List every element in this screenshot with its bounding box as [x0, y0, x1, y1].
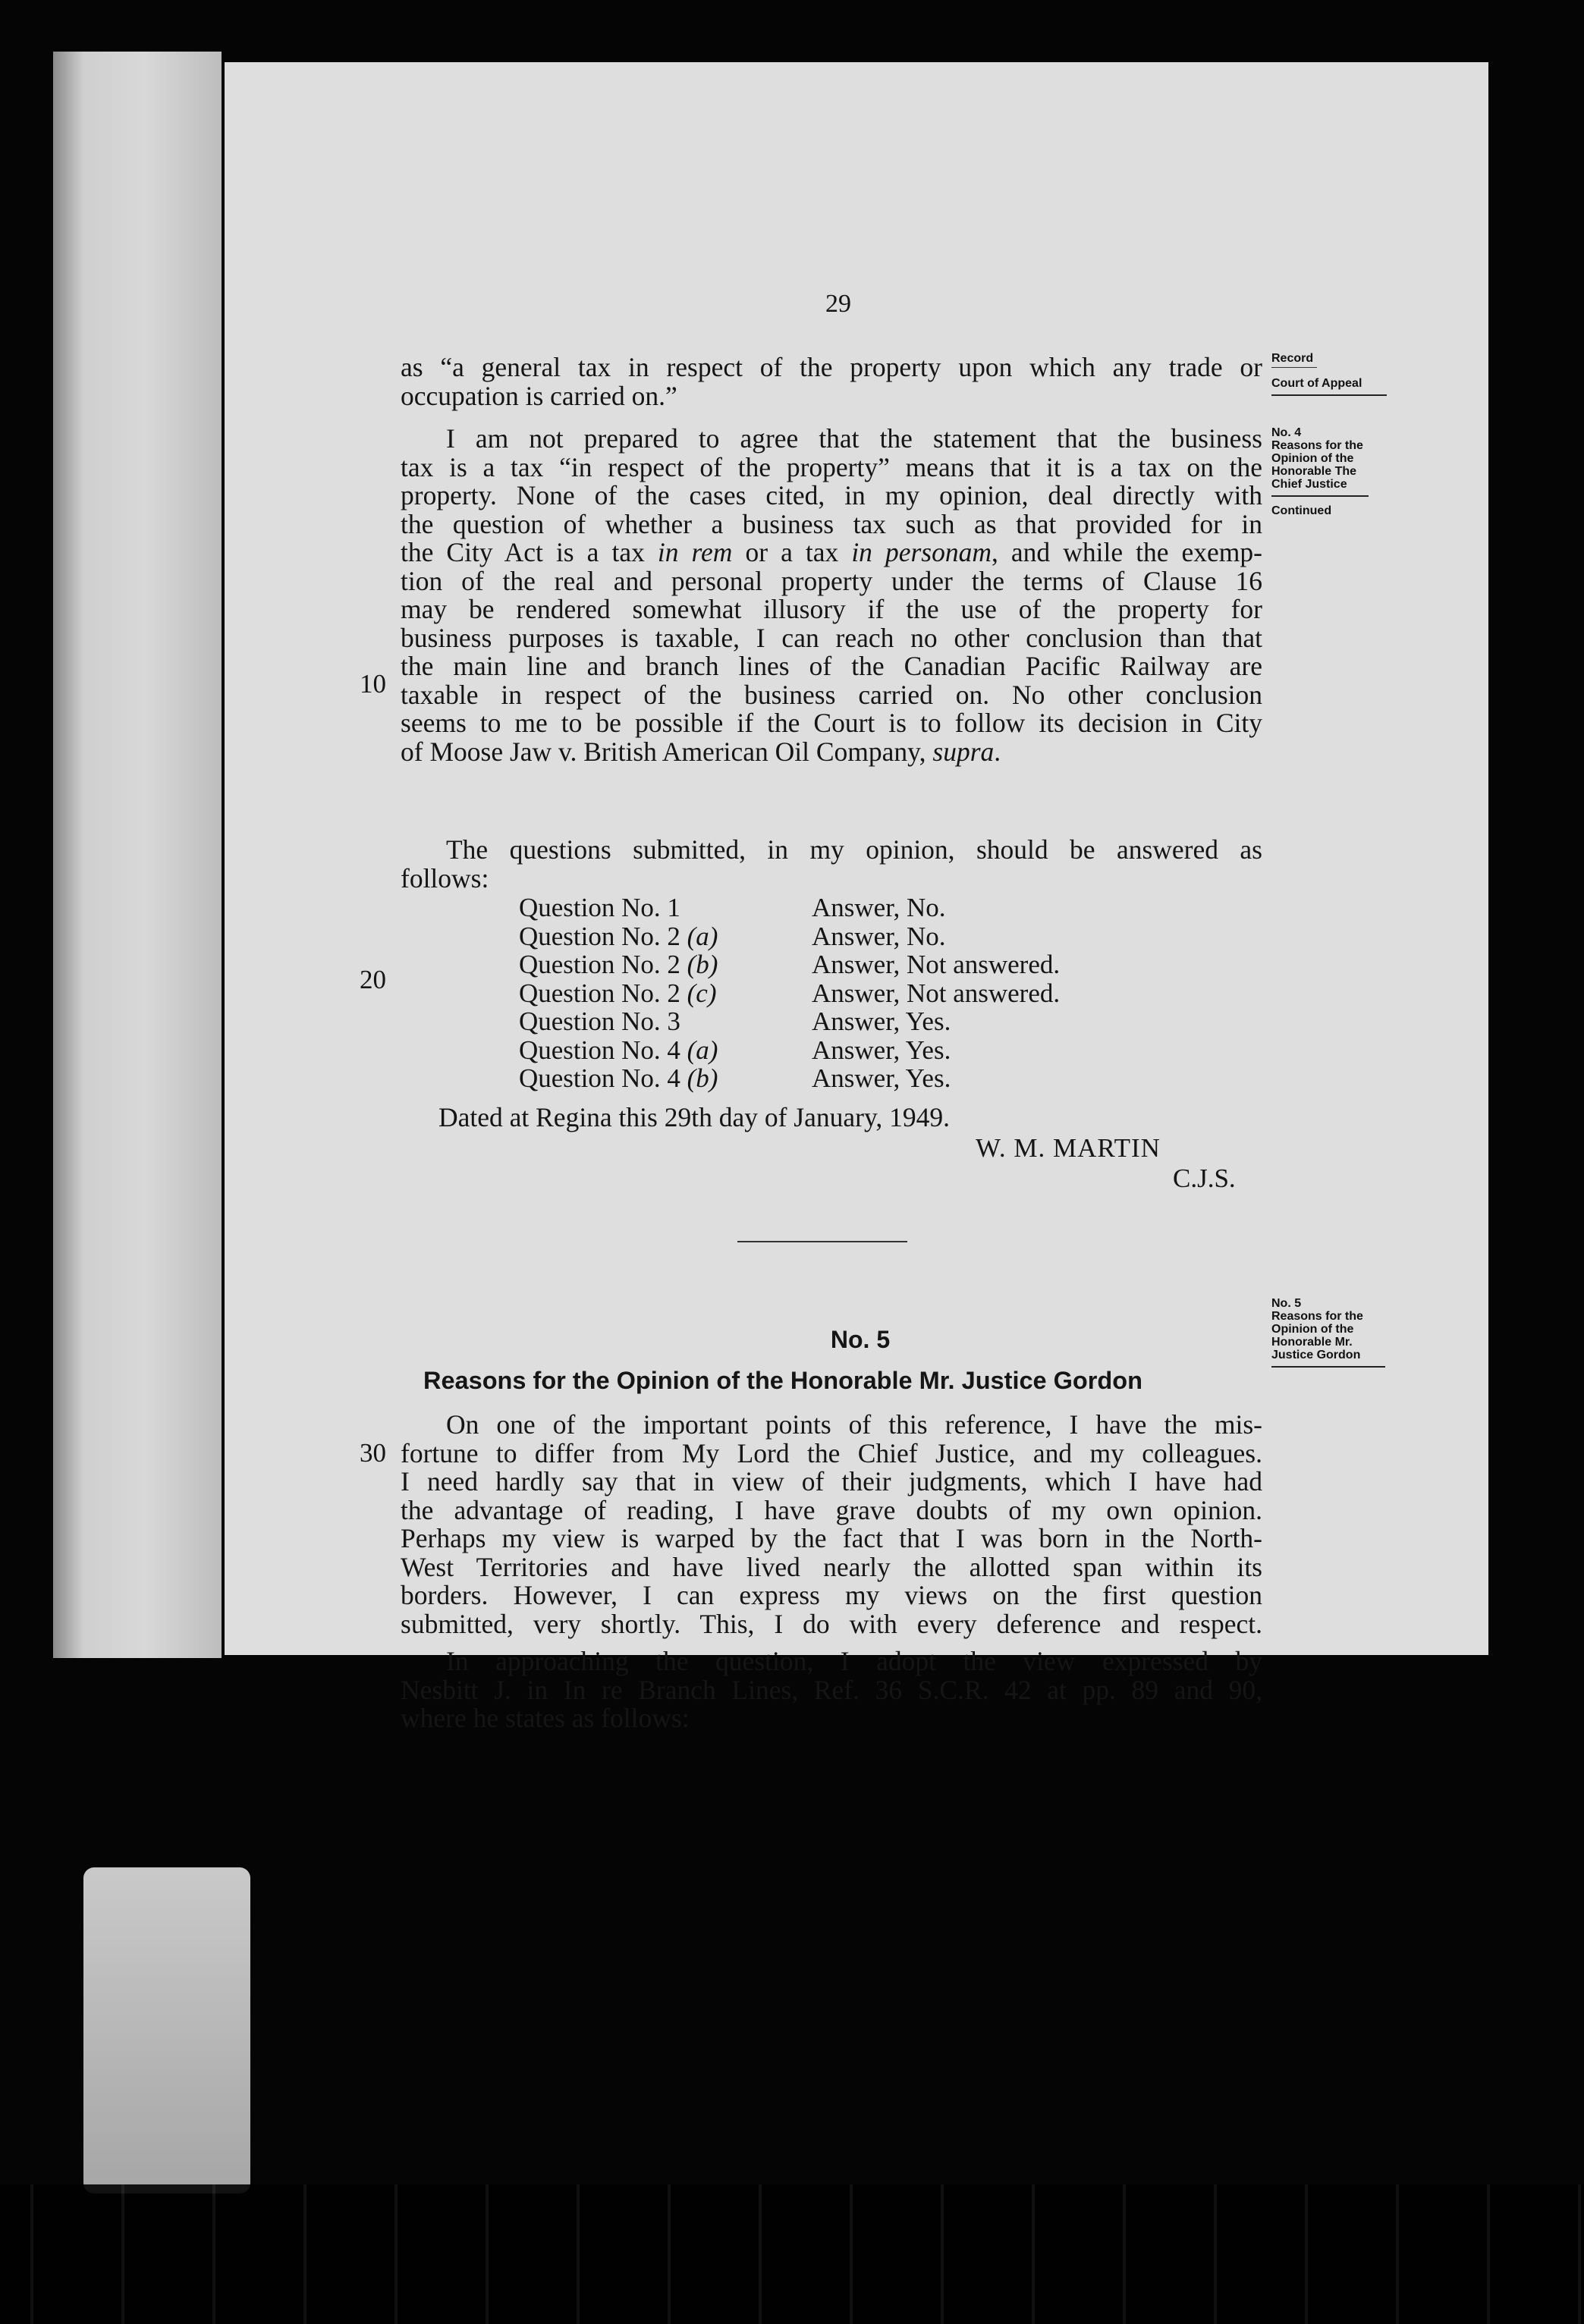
text-line: taxable in respect of the business carried on. No other conclusion	[401, 679, 1262, 710]
book-spine	[53, 52, 222, 1658]
question-label: Question No. 3	[519, 1007, 680, 1036]
question-sub: (b)	[687, 1063, 718, 1093]
answer-cell: Answer, Not answered.	[812, 978, 1061, 1008]
question-label: Question No. 2	[519, 950, 687, 979]
text-line: the advantage of reading, I have grave doubts of my own opinion.	[401, 1494, 1262, 1525]
text-line: tax is a tax “in respect of the property” means that it is a tax on the	[401, 451, 1262, 482]
line-number: 10	[360, 669, 386, 699]
question-label: Question No. 2	[519, 978, 687, 1008]
italic-term: in personam	[851, 537, 992, 567]
text-line: The questions submitted, in my opinion, should be answered as	[446, 834, 1262, 865]
text-line: the main line and branch lines of the Canadian Pacific Railway are	[401, 651, 1262, 681]
text-line: occupation is carried on.”	[401, 380, 677, 411]
section-number: No. 5	[830, 1326, 891, 1353]
question-label: Question No. 1	[519, 893, 680, 922]
answer-row	[519, 979, 1060, 1008]
paragraph-5	[401, 1647, 1262, 1733]
signature-name: W. M. MARTIN	[976, 1133, 1161, 1163]
signature-title: C.J.S.	[1173, 1164, 1236, 1193]
page-number: 29	[825, 290, 851, 318]
text-line: where he states as follows:	[401, 1703, 690, 1733]
margin-note5-line: Justice Gordon	[1271, 1349, 1361, 1361]
margin-note5-line: Reasons for the	[1271, 1310, 1363, 1323]
question-cell	[519, 922, 812, 951]
text-line: In approaching the question, I adopt the view expressed by	[446, 1646, 1262, 1676]
answer-cell: Answer, Yes.	[812, 1035, 951, 1065]
italic-term: supra	[932, 736, 995, 767]
answer-row	[519, 1007, 1060, 1036]
margin-note4-line: Honorable The	[1271, 465, 1357, 478]
question-cell	[519, 1007, 812, 1036]
text-line	[401, 738, 1262, 767]
question-cell	[519, 1064, 812, 1093]
text-span: the City Act is a tax	[401, 537, 658, 567]
paragraph-2	[401, 425, 1262, 766]
answer-cell: Answer, Yes.	[812, 1063, 951, 1093]
margin-note4-line: No. 4	[1271, 426, 1302, 439]
text-line: Perhaps my view is warped by the fact that I was born in the North-	[401, 1523, 1262, 1553]
section-title: Reasons for the Opinion of the Honorable Mr. Justice Gordon	[423, 1367, 1142, 1394]
text-line: On one of the important points of this reference, I have the mis-	[446, 1409, 1262, 1440]
paragraph-1	[401, 353, 1262, 410]
paragraph-3	[401, 836, 1262, 893]
answer-row	[519, 922, 1060, 951]
text-line: fortune to differ from My Lord the Chief Justice, and my colleagues.	[401, 1437, 1262, 1468]
text-line: I need hardly say that in view of their judgments, which I have had	[401, 1466, 1262, 1496]
dated-line: Dated at Regina this 29th day of January, 1949.	[438, 1102, 951, 1132]
margin-note5-line: Honorable Mr.	[1271, 1336, 1353, 1349]
answer-cell: Answer, No.	[812, 921, 946, 951]
paragraph-4	[401, 1411, 1262, 1638]
text-line: follows:	[401, 862, 489, 893]
text-span: of Moose Jaw v. British American Oil Company,	[401, 736, 933, 767]
text-line	[401, 539, 1262, 567]
question-cell	[519, 893, 812, 922]
text-line: the question of whether a business tax such as that provided for in	[401, 508, 1262, 539]
text-line: borders. However, I can express my views on the first question	[401, 1580, 1262, 1610]
line-number: 20	[360, 965, 386, 994]
margin-note5-line: No. 5	[1271, 1297, 1302, 1310]
margin-record-note	[1271, 352, 1387, 402]
line-number: 30	[360, 1438, 386, 1468]
section-divider	[737, 1241, 907, 1242]
answer-cell: Answer, Yes.	[812, 1007, 951, 1036]
margin-continued: Continued	[1271, 504, 1332, 517]
text-line: property. None of the cases cited, in my opinion, deal directly with	[401, 480, 1262, 510]
text-line: may be rendered somewhat illusory if the use of the property for	[401, 594, 1262, 624]
margin-note4-line: Opinion of the	[1271, 452, 1354, 465]
answer-cell: Answer, No.	[812, 893, 946, 922]
margin-note4-line: Reasons for the	[1271, 439, 1363, 452]
answers-table	[519, 893, 1060, 1093]
paper-scrap	[83, 1867, 250, 2194]
text-line: as “a general tax in respect of the property upon which any trade or	[401, 352, 1262, 382]
answer-row	[519, 893, 1060, 922]
document-page	[225, 62, 1488, 1733]
text-line: seems to me to be possible if the Court is to follow its decision in City	[401, 708, 1262, 738]
text-line: Nesbitt J. in In re Branch Lines, Ref. 36 S.C.R. 42 at pp. 89 and 90,	[401, 1674, 1262, 1705]
italic-term: in rem	[657, 537, 733, 567]
text-line: business purposes is taxable, I can reach no other conclusion than that	[401, 622, 1262, 653]
question-sub: (c)	[687, 978, 717, 1008]
text-span: or a tax	[732, 537, 852, 567]
answer-row	[519, 1064, 1060, 1093]
text-span: .	[994, 736, 1001, 767]
margin-note-no4	[1271, 426, 1369, 517]
text-line: I am not prepared to agree that the statement that the business	[446, 423, 1262, 454]
question-sub: (b)	[687, 950, 718, 979]
question-sub: (a)	[687, 1035, 718, 1065]
margin-note5-line: Opinion of the	[1271, 1323, 1354, 1336]
question-cell	[519, 1036, 812, 1065]
answer-row	[519, 950, 1060, 979]
text-line: West Territories and have lived nearly the allotted span within its	[401, 1551, 1262, 1582]
text-line: tion of the real and personal property under the terms of Clause 16	[401, 565, 1262, 596]
answer-row	[519, 1036, 1060, 1065]
question-label: Question No. 4	[519, 1035, 687, 1065]
film-edge	[0, 2184, 1584, 2324]
margin-note4-line: Chief Justice	[1271, 478, 1347, 491]
margin-court: Court of Appeal	[1271, 377, 1362, 390]
text-span: , and while the exemp-	[992, 537, 1262, 567]
question-label: Question No. 4	[519, 1063, 687, 1093]
question-cell	[519, 950, 812, 979]
answer-cell: Answer, Not answered.	[812, 950, 1061, 979]
question-cell	[519, 979, 812, 1008]
text-line: submitted, very shortly. This, I do with every deference and respect.	[401, 1608, 1262, 1639]
margin-record: Record	[1271, 352, 1314, 365]
question-label: Question No. 2	[519, 921, 687, 951]
question-sub: (a)	[687, 921, 718, 951]
